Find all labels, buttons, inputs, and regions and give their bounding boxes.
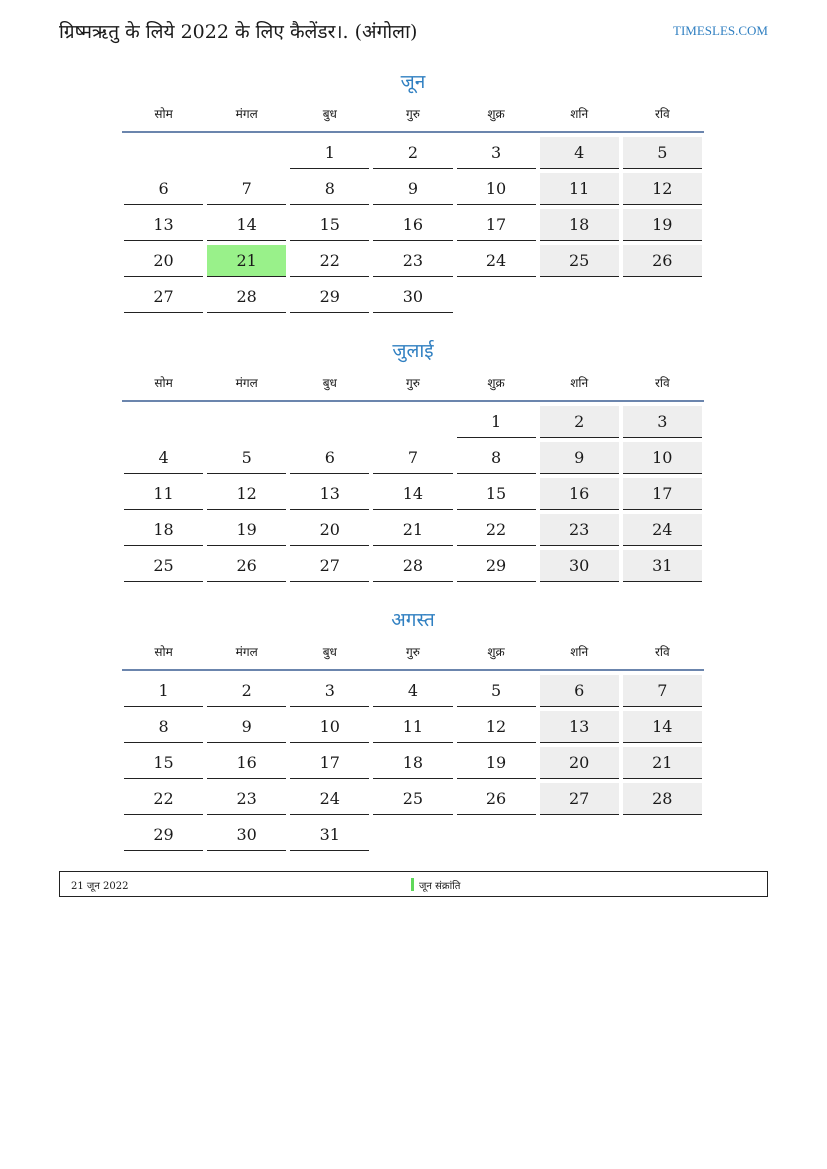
day-number: 27 [124,281,203,313]
day-cell[interactable] [621,550,704,586]
day-number: 17 [290,747,369,779]
day-number: 28 [207,281,286,313]
day-number: 13 [540,711,619,743]
day-number: 8 [124,711,203,743]
day-number: 3 [457,137,536,169]
day-number [457,819,536,851]
day-cell[interactable] [621,137,704,173]
day-number: 22 [290,245,369,277]
day-number: 16 [207,747,286,779]
day-cell[interactable] [205,747,288,783]
day-number [373,406,452,438]
week-row [122,783,704,819]
day-number: 16 [540,478,619,510]
weekday-label: रवि [654,645,670,659]
empty-day-cell [538,819,621,855]
day-number: 31 [623,550,702,582]
day-cell[interactable] [288,783,371,819]
day-number: 21 [207,245,286,277]
day-cell[interactable] [371,675,454,711]
day-cell[interactable] [621,173,704,209]
day-number [623,819,702,851]
empty-day-cell [205,137,288,173]
day-number [207,406,286,438]
day-number: 1 [290,137,369,169]
day-number: 20 [540,747,619,779]
day-number: 4 [124,442,203,474]
day-number: 25 [540,245,619,277]
day-number: 23 [373,245,452,277]
day-number: 15 [290,209,369,241]
day-cell[interactable] [621,245,704,281]
day-cell[interactable] [288,711,371,747]
day-cell[interactable] [455,245,538,281]
weekday-label: बुध [322,376,337,390]
day-number: 12 [623,173,702,205]
day-number: 11 [540,173,619,205]
day-number: 19 [623,209,702,241]
day-cell[interactable] [122,819,205,855]
day-cell[interactable] [205,478,288,514]
month-title: जुलाई [392,340,434,362]
day-cell[interactable] [538,783,621,819]
day-cell[interactable] [621,209,704,245]
day-number: 23 [540,514,619,546]
weekday-label: सोम [154,107,173,121]
day-cell[interactable] [455,442,538,478]
day-cell[interactable] [371,747,454,783]
day-cell[interactable] [371,173,454,209]
day-number: 25 [124,550,203,582]
day-cell[interactable] [455,478,538,514]
day-cell[interactable] [538,442,621,478]
weeks-grid [122,133,704,317]
day-number: 4 [540,137,619,169]
day-cell[interactable] [288,173,371,209]
day-number: 20 [290,514,369,546]
weekday-label: रवि [654,376,670,390]
weekday-label: शनि [570,376,589,390]
day-number: 12 [207,478,286,510]
month-title: जून [400,71,426,93]
day-cell[interactable] [455,209,538,245]
day-cell[interactable] [288,675,371,711]
empty-day-cell [288,406,371,442]
day-cell[interactable] [205,281,288,317]
day-number: 14 [373,478,452,510]
day-cell[interactable] [455,783,538,819]
weekday-label: शुक्र [487,107,505,121]
day-number: 26 [457,783,536,815]
day-cell[interactable] [288,514,371,550]
day-cell[interactable] [621,675,704,711]
month-block [122,337,704,606]
day-cell[interactable] [455,675,538,711]
day-number: 17 [457,209,536,241]
weekday-label: शनि [570,107,589,121]
day-cell[interactable] [288,442,371,478]
day-cell[interactable] [288,245,371,281]
day-cell[interactable] [288,209,371,245]
day-number: 16 [373,209,452,241]
day-number: 5 [457,675,536,707]
day-cell[interactable] [538,747,621,783]
day-cell[interactable] [371,245,454,281]
weekday-header-row [122,96,704,133]
weekday-label: शनि [570,645,589,659]
day-cell[interactable] [371,550,454,586]
day-cell[interactable] [455,550,538,586]
day-number: 4 [373,675,452,707]
day-number [623,281,702,313]
week-row [122,209,704,245]
weekday-label: सोम [154,645,173,659]
empty-day-cell [455,281,538,317]
week-row [122,747,704,783]
day-number: 13 [124,209,203,241]
day-cell[interactable] [371,281,454,317]
holiday-day-cell[interactable] [205,245,288,281]
day-cell[interactable] [288,819,371,855]
legend-color-marker [411,878,414,891]
day-number: 1 [124,675,203,707]
day-cell[interactable] [122,783,205,819]
day-number: 19 [457,747,536,779]
day-number: 26 [623,245,702,277]
weekday-label: रवि [654,107,670,121]
day-cell[interactable] [122,478,205,514]
day-cell[interactable] [621,783,704,819]
empty-day-cell [371,819,454,855]
day-number [373,819,452,851]
day-number: 27 [540,783,619,815]
day-number: 6 [290,442,369,474]
day-cell[interactable] [122,514,205,550]
day-cell[interactable] [538,675,621,711]
day-number: 30 [373,281,452,313]
weekday-label: गुरु [405,376,420,390]
day-cell[interactable] [621,478,704,514]
day-cell[interactable] [288,550,371,586]
day-number: 23 [207,783,286,815]
day-number: 13 [290,478,369,510]
day-number: 9 [540,442,619,474]
day-number: 24 [457,245,536,277]
brand-link[interactable]: TIMESLES.COM [673,23,768,38]
day-number [457,281,536,313]
week-row [122,550,704,586]
day-number: 5 [207,442,286,474]
day-cell[interactable] [538,173,621,209]
day-number: 21 [373,514,452,546]
day-cell[interactable] [455,406,538,442]
day-number [124,406,203,438]
weeks-grid [122,402,704,586]
day-cell[interactable] [288,747,371,783]
day-cell[interactable] [122,550,205,586]
day-number: 11 [124,478,203,510]
empty-day-cell [371,406,454,442]
day-cell[interactable] [538,711,621,747]
empty-day-cell [122,406,205,442]
month-block [122,68,704,337]
day-cell[interactable] [122,209,205,245]
day-number: 19 [207,514,286,546]
day-number: 5 [623,137,702,169]
day-cell[interactable] [288,281,371,317]
day-number [540,819,619,851]
week-row [122,245,704,281]
day-number: 29 [290,281,369,313]
day-cell[interactable] [621,514,704,550]
day-cell[interactable] [122,245,205,281]
week-row [122,173,704,209]
day-number: 29 [124,819,203,851]
day-cell[interactable] [621,442,704,478]
legend-date: 21 जून 2022 [71,881,129,892]
day-number [290,406,369,438]
day-cell[interactable] [621,711,704,747]
day-cell[interactable] [538,137,621,173]
day-cell[interactable] [122,747,205,783]
weekday-label: मंगल [235,376,258,390]
day-cell[interactable] [621,747,704,783]
empty-day-cell [205,406,288,442]
day-cell[interactable] [205,783,288,819]
day-number: 10 [623,442,702,474]
day-number [207,137,286,169]
day-cell[interactable] [122,173,205,209]
day-number: 28 [373,550,452,582]
day-cell[interactable] [455,514,538,550]
day-number: 12 [457,711,536,743]
day-number: 30 [540,550,619,582]
day-number: 1 [457,406,536,438]
day-cell[interactable] [122,675,205,711]
day-number: 2 [207,675,286,707]
weekday-header-row [122,634,704,671]
day-number: 14 [207,209,286,241]
week-row [122,137,704,173]
day-cell[interactable] [288,137,371,173]
day-cell[interactable] [455,747,538,783]
day-cell[interactable] [205,550,288,586]
weeks-grid [122,671,704,855]
day-number: 17 [623,478,702,510]
day-cell[interactable] [371,514,454,550]
day-number: 28 [623,783,702,815]
day-cell[interactable] [122,711,205,747]
day-number: 18 [540,209,619,241]
day-number: 11 [373,711,452,743]
day-cell[interactable] [538,245,621,281]
day-number: 3 [290,675,369,707]
day-number: 7 [623,675,702,707]
weekday-label: शुक्र [487,645,505,659]
day-cell[interactable] [122,281,205,317]
day-cell[interactable] [288,478,371,514]
day-cell[interactable] [538,550,621,586]
day-number: 24 [290,783,369,815]
legend-holiday-name: जून संक्रांति [419,881,461,892]
day-number: 22 [457,514,536,546]
weekday-label: शुक्र [487,376,505,390]
day-cell[interactable] [538,514,621,550]
weekday-label: गुरु [405,107,420,121]
day-number: 7 [373,442,452,474]
day-cell[interactable] [205,173,288,209]
week-row [122,478,704,514]
day-cell[interactable] [371,137,454,173]
weekday-header-row [122,365,704,402]
day-number: 18 [373,747,452,779]
day-number: 26 [207,550,286,582]
week-row [122,281,704,317]
day-number: 21 [623,747,702,779]
day-number: 24 [623,514,702,546]
day-number: 7 [207,173,286,205]
weekday-label: बुध [322,645,337,659]
legend-box [59,871,768,897]
day-number: 27 [290,550,369,582]
empty-day-cell [122,137,205,173]
day-number: 8 [457,442,536,474]
day-number: 9 [207,711,286,743]
day-number: 15 [124,747,203,779]
week-row [122,819,704,855]
empty-day-cell [455,819,538,855]
day-cell[interactable] [205,209,288,245]
weekday-label: सोम [154,376,173,390]
day-number: 25 [373,783,452,815]
day-number: 30 [207,819,286,851]
day-number [540,281,619,313]
day-number: 22 [124,783,203,815]
day-cell[interactable] [205,819,288,855]
day-number: 8 [290,173,369,205]
empty-day-cell [621,281,704,317]
day-cell[interactable] [371,711,454,747]
day-cell[interactable] [371,442,454,478]
month-block [122,606,704,875]
week-row [122,406,704,442]
day-number: 31 [290,819,369,851]
week-row [122,711,704,747]
day-cell[interactable] [538,478,621,514]
day-number: 6 [540,675,619,707]
day-number: 10 [457,173,536,205]
day-cell[interactable] [205,675,288,711]
months-container [122,68,704,875]
day-number: 2 [540,406,619,438]
day-cell[interactable] [455,711,538,747]
day-number: 2 [373,137,452,169]
day-number: 9 [373,173,452,205]
day-cell[interactable] [122,442,205,478]
day-number: 10 [290,711,369,743]
day-cell[interactable] [621,406,704,442]
day-number: 6 [124,173,203,205]
day-cell[interactable] [205,442,288,478]
weekday-label: मंगल [235,645,258,659]
day-cell[interactable] [371,478,454,514]
day-number: 3 [623,406,702,438]
day-cell[interactable] [205,514,288,550]
day-number: 29 [457,550,536,582]
weekday-label: गुरु [405,645,420,659]
week-row [122,514,704,550]
week-row [122,442,704,478]
day-cell[interactable] [538,209,621,245]
day-cell[interactable] [538,406,621,442]
month-title: अगस्त [391,609,435,631]
day-cell[interactable] [371,209,454,245]
weekday-label: बुध [322,107,337,121]
day-cell[interactable] [455,173,538,209]
day-number: 14 [623,711,702,743]
day-cell[interactable] [455,137,538,173]
empty-day-cell [621,819,704,855]
week-row [122,675,704,711]
day-number [124,137,203,169]
page-title: ग्रिष्मऋतु के लिये 2022 के लिए कैलेंडर।. (अंगोला) [59,21,418,43]
day-number: 15 [457,478,536,510]
day-number: 18 [124,514,203,546]
day-cell[interactable] [205,711,288,747]
empty-day-cell [538,281,621,317]
day-number: 20 [124,245,203,277]
day-cell[interactable] [371,783,454,819]
weekday-label: मंगल [235,107,258,121]
